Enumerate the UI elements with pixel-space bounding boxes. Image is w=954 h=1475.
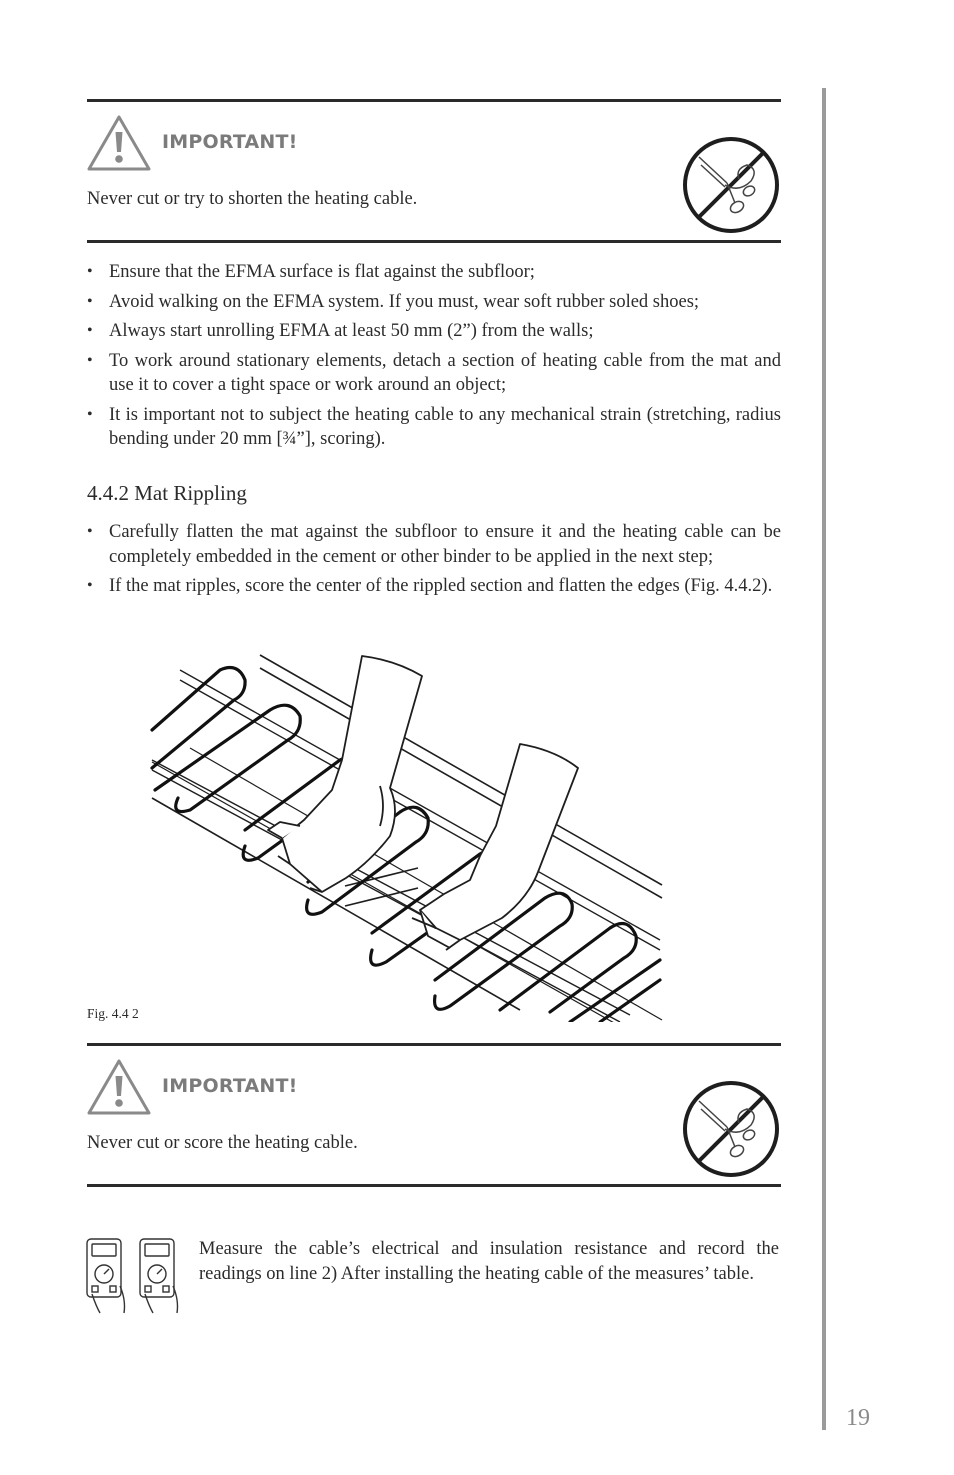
no-cutting-scissors-icon [681,135,781,235]
top-rule [87,99,781,102]
list-item: • If the mat ripples, score the center of the rippled section and flatten the edges (Fig. 4.4.2). [87,574,781,599]
guidelines-list [87,260,781,457]
list-item: • Ensure that the EFMA surface is flat against the subfloor; [87,260,781,285]
hands-flattening-heating-mat-illustration [150,650,665,1022]
important-text: Never cut or try to shorten the heating cable. [87,189,418,209]
mat-rippling-list [87,520,781,604]
list-item: • Always start unrolling EFMA at least 50 mm (2”) from the walls; [87,319,781,344]
measure-instruction: Measure the cable’s electrical and insulation resistance and record the readings on line 2) After installing the heating cable of the measures’ table. [199,1239,779,1284]
box-bottom-rule [87,240,781,243]
list-item: • Carefully flatten the mat against the subfloor to ensure it and the heating cable can be completely embedded in the cement or other binder to be applied in the next step; [87,520,781,569]
important-text: Never cut or score the heating cable. [87,1133,358,1153]
important-top-rule [87,1043,781,1046]
warning-triangle-icon [86,114,152,172]
figure-caption: Fig. 4.4 2 [87,1006,139,1021]
list-item: • It is important not to subject the heating cable to any mechanical strain (stretching, radius bending under 20 mm [¾”], scoring). [87,403,781,452]
list-item: • To work around stationary elements, detach a section of heating cable from the mat and use it to cover a tight space or work around an object; [87,349,781,398]
multimeter-icon [84,1236,184,1314]
important-bottom-rule [87,1184,781,1187]
important-title: IMPORTANT! [162,131,298,153]
page-number: 19 [846,1405,870,1431]
list-item: • Avoid walking on the EFMA system. If you must, wear soft rubber soled shoes; [87,290,781,315]
section-heading: 4.4.2 Mat Rippling [87,481,247,505]
warning-triangle-icon [86,1058,152,1116]
important-title: IMPORTANT! [162,1075,298,1097]
side-bar [822,88,826,1430]
no-cutting-scissors-icon [681,1079,781,1179]
